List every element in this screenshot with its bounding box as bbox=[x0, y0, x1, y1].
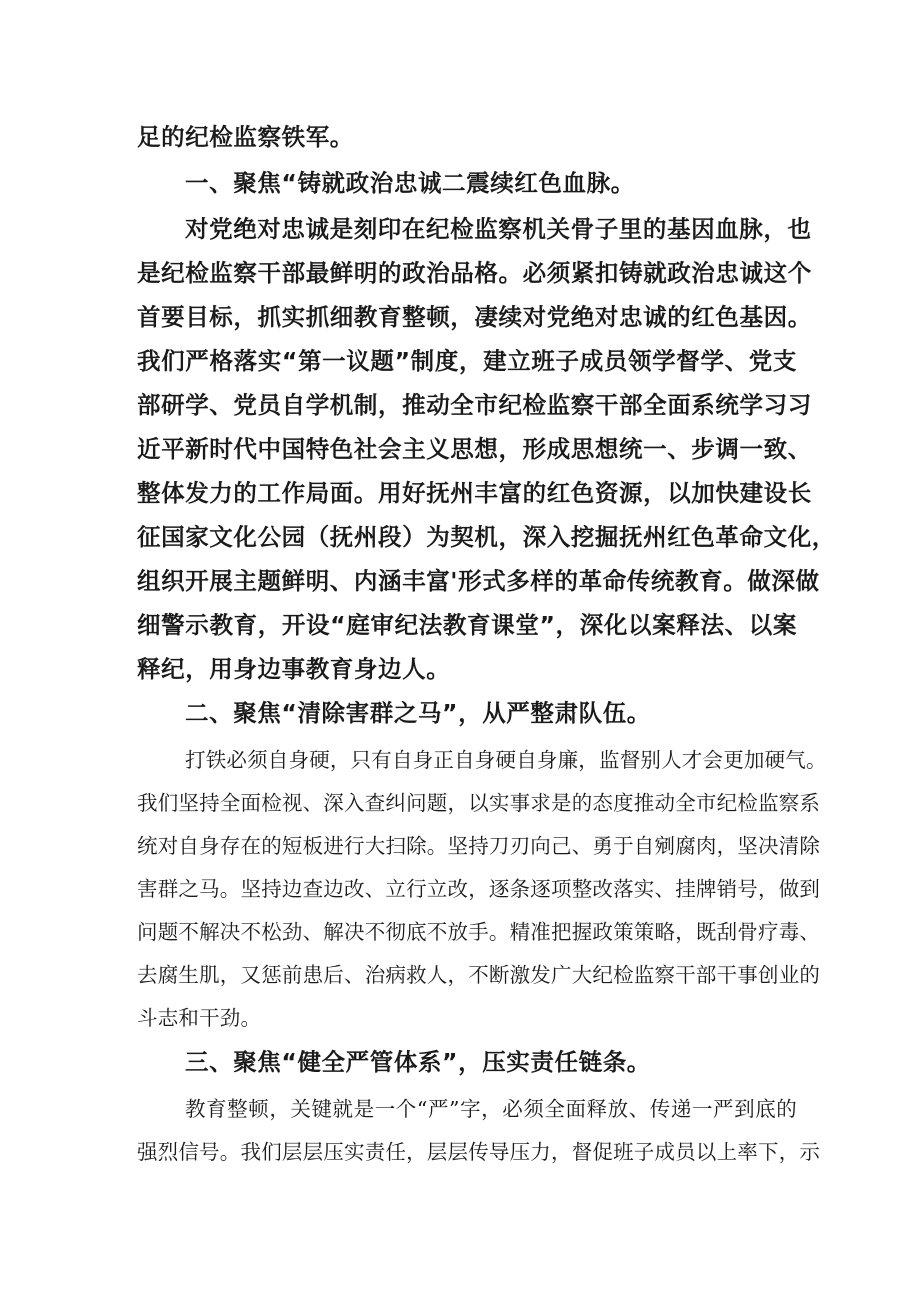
section-2-line: 害群之马。坚持边查边改、立行立改，逐条逐项整改落实、挂牌销号，做到 bbox=[137, 877, 821, 901]
intro-tail-line: 足的纪检监察铁军。 bbox=[137, 123, 354, 151]
section-2-line: 统对自身存在的短板进行大扫除。坚持刀刃向己、勇于自剜腐肉，坚决清除 bbox=[137, 834, 821, 858]
section-1-line: 是纪检监察干部最鲜明的政治品格。必须紧扣铸就政治忠诚这个 bbox=[137, 259, 812, 287]
section-2-line: 问题不解决不松劲、解决不彻底不放手。精准把握政策策略，既刮骨疗毒、 bbox=[137, 920, 821, 944]
section-1-line: 细警示教育，开设“庭审纪法教育课堂”，深化以案释法、以案 bbox=[137, 611, 797, 639]
section-1-line: 首要目标，抓实抓细教育整顿，凄续对党绝对忠诚的红色基因。 bbox=[137, 303, 812, 331]
section-1-line: 近平新时代中国特色社会主义思想，形成思想统一、步调一致、 bbox=[137, 435, 812, 463]
section-1-line: 释纪，用身边事教育身边人。 bbox=[137, 655, 451, 683]
section-2-line: 打铁必须自身硬，只有自身正自身硬自身廉，监督别人才会更加硬气。 bbox=[185, 748, 827, 772]
section-1-line: 对党绝对忠诚是刻印在纪检监察机关骨子里的基因血脉，也 bbox=[185, 215, 812, 243]
section-2-line: 去腐生肌，又惩前患后、治病救人，不断激发广大纪检监察干部干事创业的 bbox=[137, 963, 821, 987]
section-1-line: 我们严格落实“第一议题”制度，建立班子成员领学督学、党支 bbox=[137, 347, 797, 375]
section-3-line: 教育整顿，关键就是一个“严”字，必须全面释放、传递一严到底的 bbox=[185, 1097, 797, 1121]
section-3-line: 强烈信号。我们层层压实责任，层层传导压力，督促班子成员以上率下，示 bbox=[137, 1140, 821, 1164]
section-1-line: 征国家文化公园（抚州段）为契机，深入挖掘抚州红色革命文化， bbox=[137, 523, 836, 551]
section-2-line: 我们坚持全面检视、深入查纠问题，以实事求是的态度推动全市纪检监察系 bbox=[137, 791, 821, 815]
section-2-heading: 二、聚焦“清除害群之马”，从严整肃队伍。 bbox=[185, 699, 651, 727]
section-3-heading: 三、聚焦“健全严管体系”，压实责任链条。 bbox=[185, 1048, 651, 1076]
section-1-line: 整体发力的工作局面。用好抚州丰富的红色资源，以加快建设长 bbox=[137, 479, 812, 507]
section-2-line: 斗志和干劲。 bbox=[137, 1006, 262, 1030]
section-1-line: 部研学、党员自学机制，推动全市纪检监察干部全面系统学习习 bbox=[137, 391, 812, 419]
section-1-line: 组织开展主题鲜明、内涵丰富'形式多样的革命传统教育。做深做 bbox=[137, 567, 820, 595]
section-1-heading: 一、聚焦“铸就政治忠诚二震续红色血脉。 bbox=[185, 169, 635, 197]
